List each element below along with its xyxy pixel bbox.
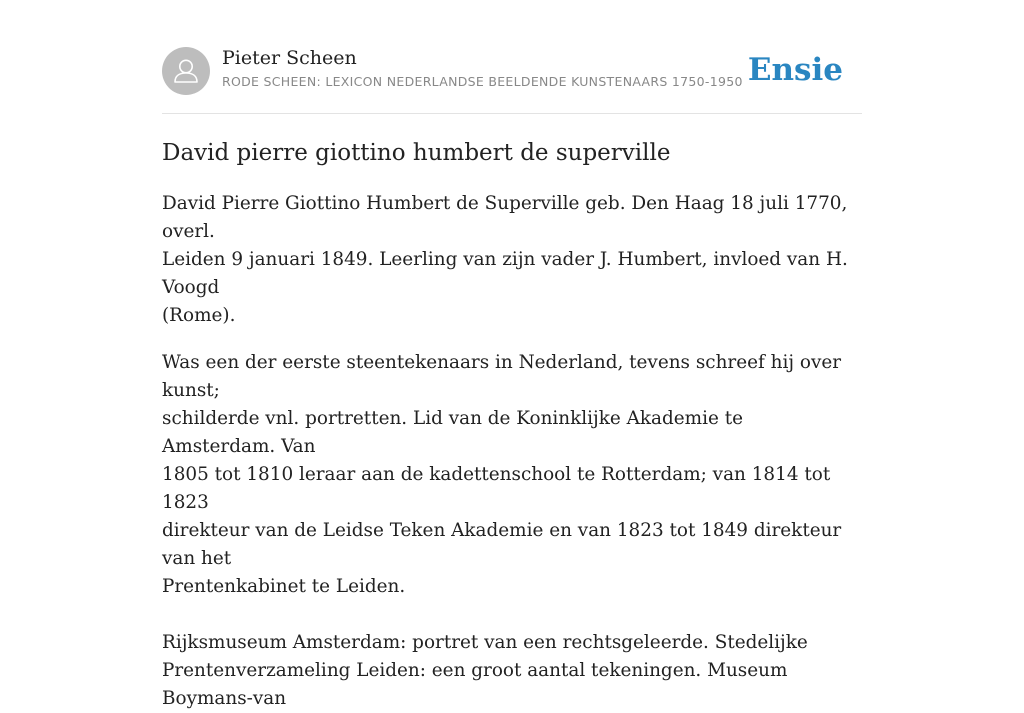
source-label[interactable]: RODE SCHEEN: LEXICON NEDERLANDSE BEELDENDE KUNSTENAARS 1750-1950: [222, 74, 743, 89]
page: [162, 0, 862, 709]
text-line: (Rome).: [162, 305, 236, 326]
text-line: 1805 tot 1810 leraar aan de kadettenschool te Rotterdam; van 1814 tot 1823: [162, 464, 831, 513]
article-title: David pierre giottino humbert de superville: [162, 140, 671, 166]
text-line: Was een der eerste steentekenaars in Nederland, tevens schreef hij over kunst;: [162, 352, 842, 401]
text-line: Rijksmuseum Amsterdam: portret van een rechtsgeleerde. Stedelijke: [162, 632, 808, 653]
text-line: Prentenverzameling Leiden: een groot aantal tekeningen. Museum Boymans-van: [162, 660, 788, 709]
paragraph-collections: [162, 629, 862, 713]
paragraph-biography: [162, 190, 862, 330]
header: [162, 46, 862, 96]
paragraph-career: [162, 349, 862, 601]
text-line: Leiden 9 januari 1849. Leerling van zijn vader J. Humbert, invloed van H. Voogd: [162, 249, 848, 298]
ensie-logo[interactable]: Ensie: [747, 52, 843, 88]
header-divider: [162, 113, 862, 114]
text-line: Prentenkabinet te Leiden.: [162, 576, 406, 597]
avatar[interactable]: [162, 47, 210, 95]
text-line: schilderde vnl. portretten. Lid van de Koninklijke Akademie te Amsterdam. Van: [162, 408, 744, 457]
text-line: direkteur van de Leidse Teken Akademie en van 1823 tot 1849 direkteur van het: [162, 520, 842, 569]
author-name[interactable]: Pieter Scheen: [222, 47, 357, 69]
text-line: David Pierre Giottino Humbert de Superville geb. Den Haag 18 juli 1770, overl.: [162, 193, 848, 242]
article-body: [162, 190, 862, 713]
user-silhouette-icon: [162, 47, 210, 95]
